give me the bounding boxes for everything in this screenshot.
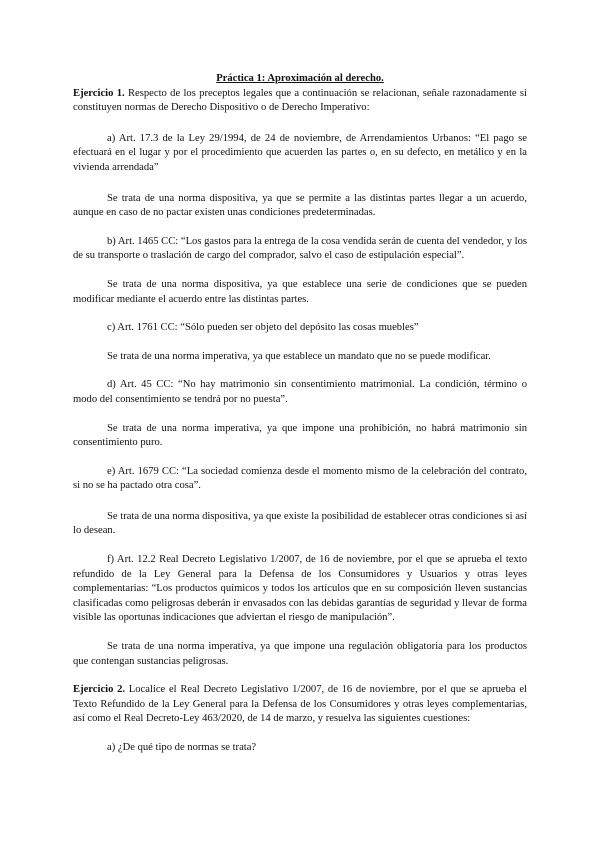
exercise-1-statement	[73, 87, 527, 116]
answer-a: Se trata de una norma dispositiva, ya que se permite a las distintas partes llegar a un acuerdo, aunque en caso de no pactar existen unas condiciones predeterminadas.	[73, 192, 527, 219]
exercise-1-label: Ejercicio 1.	[73, 87, 125, 99]
exercise-2-label: Ejercicio 2.	[73, 684, 126, 696]
exercise-1-intro: Respecto de los preceptos legales que a continuación se relacionan, señale razonadamente si constituyen normas de Derecho Dispositivo o de Derecho Imperativo:	[73, 87, 527, 114]
answer-c: Se trata de una norma imperativa, ya que establece un mandato que no se puede modificar.	[107, 350, 491, 362]
precept-d: d) Art. 45 CC: “No hay matrimonio sin consentimiento matrimonial. La condición, término o modo del consentimiento se tendrá por no puesta”.	[73, 379, 527, 405]
precept-f: f) Art. 12.2 Real Decreto Legislativo 1/2007, de 16 de noviembre, por el que se aprueba el texto refundido de la Ley General para la Defensa de los Consumidores y Usuarios y otras leyes complementarias: “Los productos químicos y todos los artículos que en su composición lleven sustancias clasificadas como peligrosas deberán ir envasados con las debidas garantías de seguridad y llevar de forma visible las oportunas indicaciones que adviertan el riesgo de manipulación”.	[73, 554, 527, 624]
precept-c: c) Art. 1761 CC: “Sólo pueden ser objeto del depósito las cosas muebles”	[107, 322, 419, 334]
precept-a: a) Art. 17.3 de la Ley 29/1994, de 24 de noviembre, de Arrendamientos Urbanos: “El pago se efectuará en el lugar y por el procedimiento que acuerden las partes o, en su defecto, en metálico y en la vivienda arrendada”	[73, 132, 527, 173]
exercise-2-statement	[73, 683, 527, 727]
answer-b: Se trata de una norma dispositiva, ya que establece una serie de condiciones que se pueden modificar mediante el acuerdo entre las distintas partes.	[73, 278, 527, 305]
precept-b: b) Art. 1465 CC: “Los gastos para la entrega de la cosa vendida serán de cuenta del vendedor, y los de su transporte o traslación de cargo del comprador, salvo el caso de estipulación especial”.	[73, 235, 527, 262]
exercise-2-question-a: a) ¿De qué tipo de normas se trata?	[107, 742, 257, 753]
answer-e: Se trata de una norma dispositiva, ya que existe la posibilidad de establecer otras condiciones si así lo desean.	[73, 510, 527, 537]
answer-d: Se trata de una norma imperativa, ya que impone una prohibición, no habrá matrimonio sin consentimiento puro.	[73, 422, 527, 449]
precept-e: e) Art. 1679 CC: “La sociedad comienza desde el momento mismo de la celebración del contrato, si no se ha pactado otra cosa”.	[73, 465, 527, 492]
page-title: Práctica 1: Aproximación al derecho.	[216, 73, 384, 84]
exercise-2-intro: Localice el Real Decreto Legislativo 1/2007, de 16 de noviembre, por el que se aprueba el Texto Refundido de la Ley General para la Defensa de los Consumidores y otras leyes complementarias, así como el Real Decreto-Ley 463/2020, de 14 de marzo, y resuelva las siguientes cuestiones:	[73, 684, 527, 725]
answer-f: Se trata de una norma imperativa, ya que impone una regulación obligatoria para los productos que contengan sustancias peligrosas.	[73, 641, 527, 667]
